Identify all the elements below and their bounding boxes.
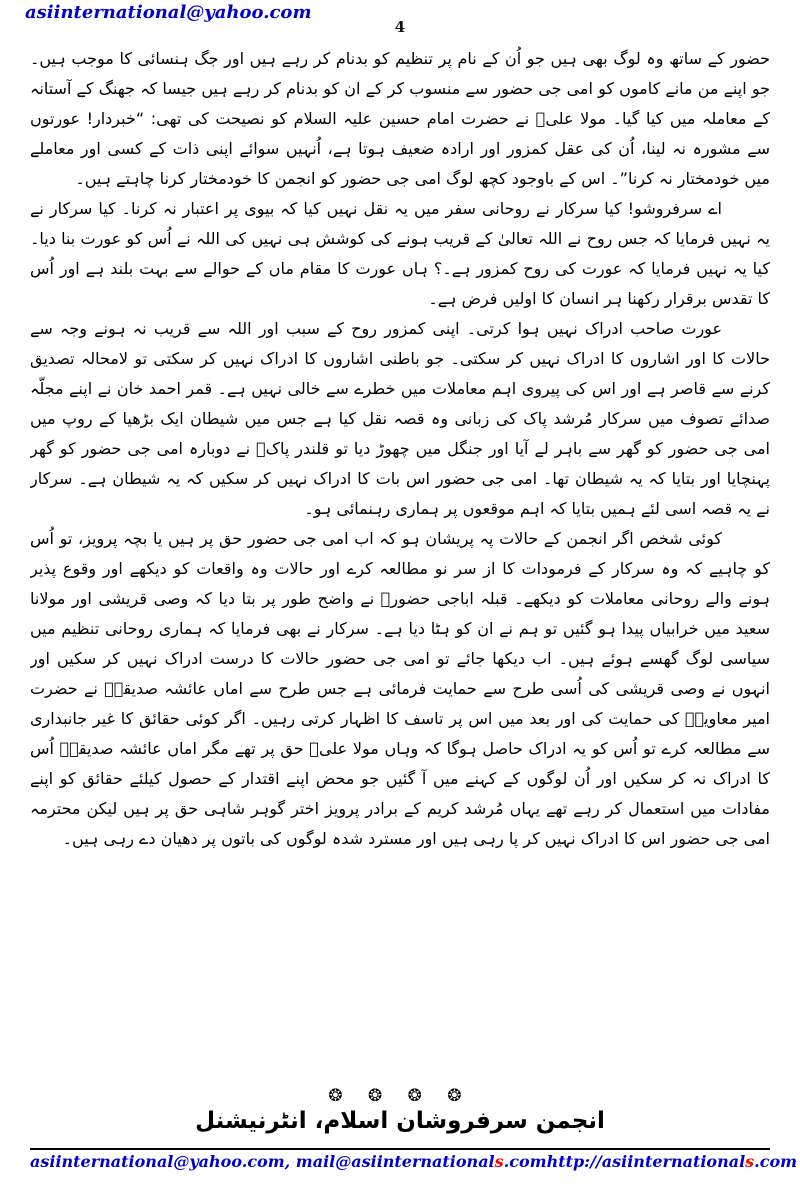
paragraph: حضور کے ساتھ وہ لوگ بھی ہیں جو اُن کے نام پر تنظیم کو بدنام کر رہے ہیں اور جگ ہنسائی کا موجب ہیں۔ جو اپنے من مانے کاموں کو امی جی حضور سے منسوب کر کے ان کو بدنام کر رہے ہیں جیسا کہ جھنگ کے آستانہ کے معاملہ میں کیا گیا۔ مولا علیؑ نے حضرت امام حسین علیہ السلام کو نصیحت کی تھی: “خبردار! عورتوں سے مشورہ نہ لینا، اُن کی عقل کمزور اور ارادہ ضعیف ہوتا ہے، اُنہیں سوائے اپنی ذات کے کسی اور معاملے میں خودمختار نہ کرنا”۔ اس کے باوجود کچھ لوگ امی جی حضور کو انجمن کا خودمختار کرنا چاہتے ہیں۔ <box>30 49 770 188</box>
footer-email-1[interactable]: asiinternational@yahoo.com <box>30 1152 285 1171</box>
header-email-link[interactable]: asiinternational@yahoo.com <box>25 2 312 23</box>
paragraph: اے سرفروشو! کیا سرکار نے روحانی سفر میں یہ نقل نہیں کیا کہ بیوی پر اعتبار نہ کرنا۔ کیا سرکار نے یہ نہیں فرمایا کہ جس روح نے اللہ تعالیٰ کے قریب ہونے کی کوشش ہی نہیں کی اللہ نے اُس کو عورت بنا دیا۔ کیا یہ نہیں فرمایا کہ عورت کی روح کمزور ہے۔؟ ہاں عورت کا مقام ماں کے حوالے سے بہت بلند ہے اور اُس کا تقدس برقرار رکھنا ہر انسان کا اولیں فرض ہے۔ <box>30 199 770 308</box>
footer-url-prefix[interactable]: http://asiinternational <box>546 1152 746 1171</box>
footer-website-url[interactable] <box>547 1152 798 1171</box>
paragraph: کوئی شخص اگر انجمن کے حالات پہ پریشان ہو کہ اب امی جی حضور حق پر ہیں یا بچہ پرویز، تو اُس کو چاہیے کہ وہ سرکار کے فرمودات کا از سر نو مطالعہ کرے اور حالات وہ واقعات کو دیکھے اور وقوع پذیر ہونے والے روحانی معاملات کو دیکھے۔ قبلہ اباجی حضورؒ نے واضح طور پر بتا دیا کہ وصی قریشی اور مولانا سعید میں خرابیاں پیدا ہو گئیں تو ہم نے ان کو ہٹا دیا ہے۔ سرکار نے بھی فرمایا کہ ہماری روحانی تنظیم میں سیاسی لوگ گھسے ہوئے ہیں۔ اب دیکھا جائے تو امی جی حضور حالات کا درست ادراک نہیں کر سکیں اور انہوں نے وصی قریشی کی اُسی طرح سے حمایت فرمائی ہے جس طرح سے اماں عائشہ صدیقہؓ نے حضرت امیر معاویہؓ کی حمایت کی اور بعد میں اس پر تاسف کا اظہار کرتی رہیں۔ اگر کوئی حقائق کا غیر جانبداری سے مطالعہ کرے تو اُس کو یہ ادراک حاصل ہوگا کہ وہاں مولا علیؑ حق پر تھے مگر اماں عائشہ صدیقہؓ اُس کا ادراک نہ کر سکیں اور اُن لوگوں کے کہنے میں آ گئیں جو محض اپنے اقتدار کے حصول کیلئے حقائق کو اپنے مفادات میں استعمال کر رہے تھے یہاں مُرشد کریم کے برادر پرویز اختر گوہر شاہی حق پر ہیں لیکن محترمہ امی جی حضور اس کا ادراک نہیں کر پا رہی ہیں اور مسترد شدہ لوگوں کی باتوں پر دھیان دے رہی ہیں۔ <box>30 529 770 848</box>
footer-divider <box>30 1148 770 1150</box>
footer-links-row <box>30 1152 798 1171</box>
footer-email-left[interactable] <box>30 1152 547 1171</box>
star-ornament-icon: ❂ ❂ ❂ ❂ <box>328 1086 472 1106</box>
footer-email-separator: , <box>284 1152 296 1171</box>
footer-email-2-prefix[interactable]: mail@asiinternational <box>295 1152 495 1171</box>
footer-url-red-s[interactable]: s <box>745 1152 755 1171</box>
page-number: 4 <box>394 18 406 36</box>
paragraph: عورت صاحب ادراک نہیں ہوا کرتی۔ اپنی کمزور روح کے سبب اور اللہ سے قریب نہ ہونے وجہ سے حالات کا اور اشاروں کا ادراک نہیں کر سکتی۔ جو باطنی اشاروں کا ادراک نہیں کر سکتی تو لامحالہ تصدیق کرنے سے قاصر ہے اور اس کی پیروی اہم معاملات میں خطرے سے خالی نہیں ہے۔ قمر احمد خان نے اپنے مجلّہ صدائے تصوف میں سرکار مُرشد پاک کی زبانی وہ قصہ نقل کیا ہے جس میں شیطان ایک بڑھیا کے روپ میں امی جی حضور کو گھر سے باہر لے آیا اور جنگل میں چھوڑ دیا تو قلندر پاکؒ نے دوبارہ امی جی حضور کو گھر پہنچایا اور بتایا کہ یہ شیطان تھا۔ امی جی حضور اس بات کا ادراک نہیں کر سکیں کہ یہ شیطان ہے۔ سرکار نے یہ قصہ اسی لئے ہمیں بتایا کہ اہم موقعوں پر ہماری رہنمائی ہو۔ <box>30 319 770 518</box>
footer-email-2-red-s[interactable]: s <box>494 1152 504 1171</box>
footer-email-2-suffix[interactable]: .com <box>503 1152 547 1171</box>
document-body <box>30 44 770 1060</box>
footer-url-suffix[interactable]: .com <box>754 1152 798 1171</box>
organization-title: انجمن سرفروشان اسلام، انٹرنیشنل <box>195 1108 605 1134</box>
